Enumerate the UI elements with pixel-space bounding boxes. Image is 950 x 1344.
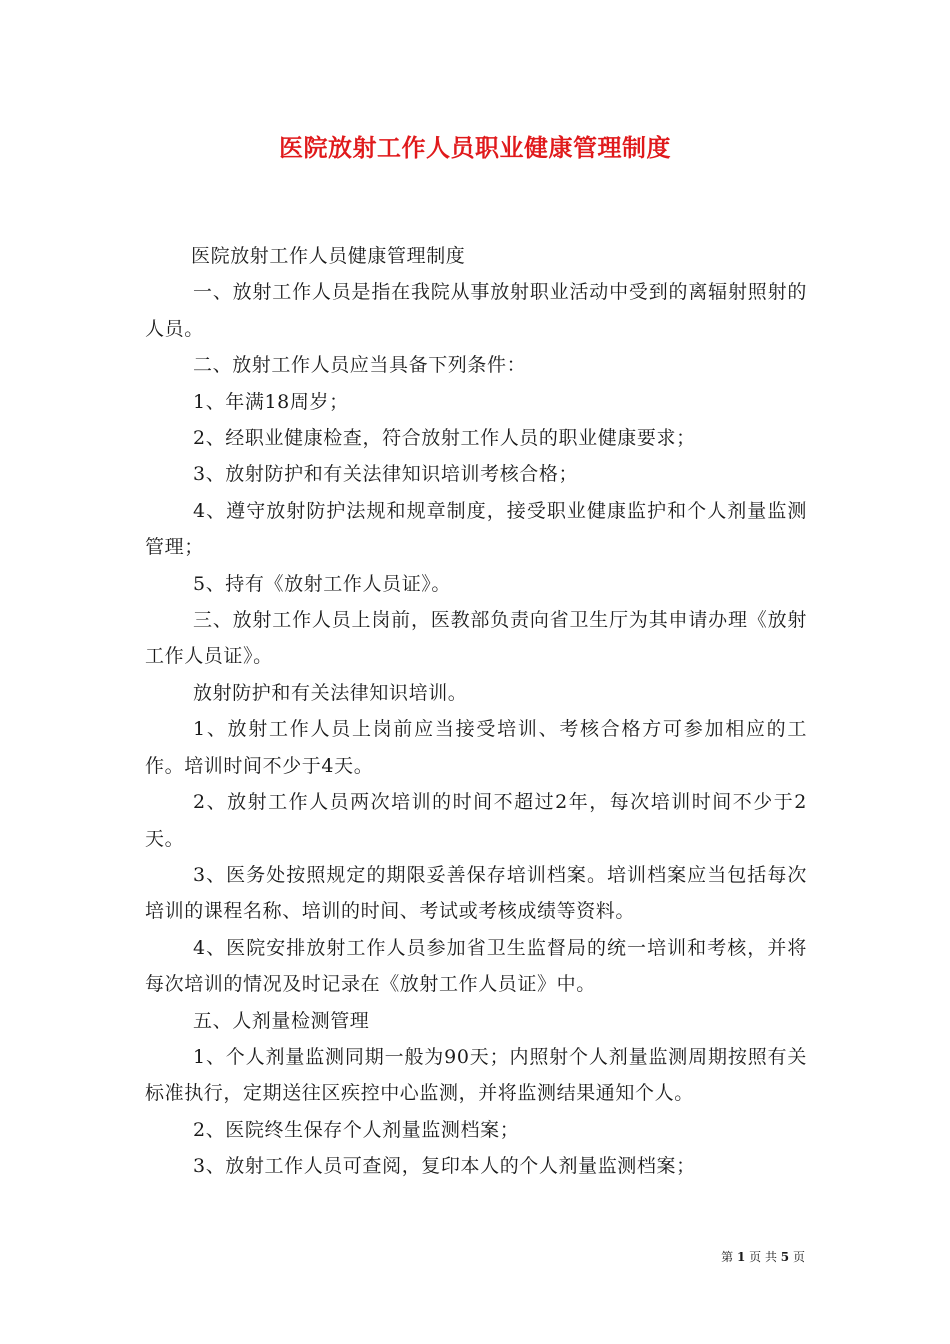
paragraph: 二、放射工作人员应当具备下列条件： <box>193 354 527 377</box>
paragraph: 3、放射工作人员可查阅，复印本人的个人剂量监测档案； <box>193 1155 696 1178</box>
document-body <box>145 238 807 1185</box>
footer-middle: 页 共 <box>749 1250 777 1264</box>
paragraph: 2、放射工作人员两次培训的时间不超过2年，每次培训时间不少于2天。 <box>145 791 807 850</box>
paragraph: 4、遵守放射防护法规和规章制度，接受职业健康监护和个人剂量监测管理； <box>145 499 807 559</box>
paragraph: 2、医院终生保存个人剂量监测档案； <box>193 1118 520 1141</box>
document-subtitle: 医院放射工作人员健康管理制度 <box>191 245 466 267</box>
paragraph: 五、人剂量检测管理 <box>193 1009 370 1032</box>
current-page-number: 1 <box>736 1250 746 1264</box>
footer-suffix: 页 <box>792 1250 805 1264</box>
paragraph: 3、放射防护和有关法律知识培训考核合格； <box>193 463 579 486</box>
total-page-number: 5 <box>780 1250 790 1264</box>
paragraph: 5、持有《放射工作人员证》。 <box>193 572 451 595</box>
document-title: 医院放射工作人员职业健康管理制度 <box>279 133 671 162</box>
paragraph: 1、年满18周岁； <box>193 390 349 413</box>
footer-prefix: 第 <box>721 1250 734 1264</box>
paragraph: 2、经职业健康检查，符合放射工作人员的职业健康要求； <box>193 427 696 450</box>
paragraph: 1、放射工作人员上岗前应当接受培训、考核合格方可参加相应的工作。培训时间不少于4天。 <box>145 718 807 777</box>
paragraph: 三、放射工作人员上岗前，医教部负责向省卫生厅为其申请办理《放射工作人员证》。 <box>145 609 807 668</box>
paragraph: 3、医务处按照规定的期限妥善保存培训档案。培训档案应当包括每次培训的课程名称、培训的时间、考试或考核成绩等资料。 <box>145 863 807 923</box>
page-number-footer <box>721 1248 805 1265</box>
paragraph: 放射防护和有关法律知识培训。 <box>193 681 468 704</box>
paragraph: 一、放射工作人员是指在我院从事放射职业活动中受到的离辐射照射的人员。 <box>145 281 807 340</box>
paragraph: 1、个人剂量监测同期一般为90天；内照射个人剂量监测周期按照有关标准执行，定期送往区疾控中心监测，并将监测结果通知个人。 <box>145 1045 807 1105</box>
paragraph: 4、医院安排放射工作人员参加省卫生监督局的统一培训和考核，并将每次培训的情况及时记录在《放射工作人员证》中。 <box>145 936 807 996</box>
